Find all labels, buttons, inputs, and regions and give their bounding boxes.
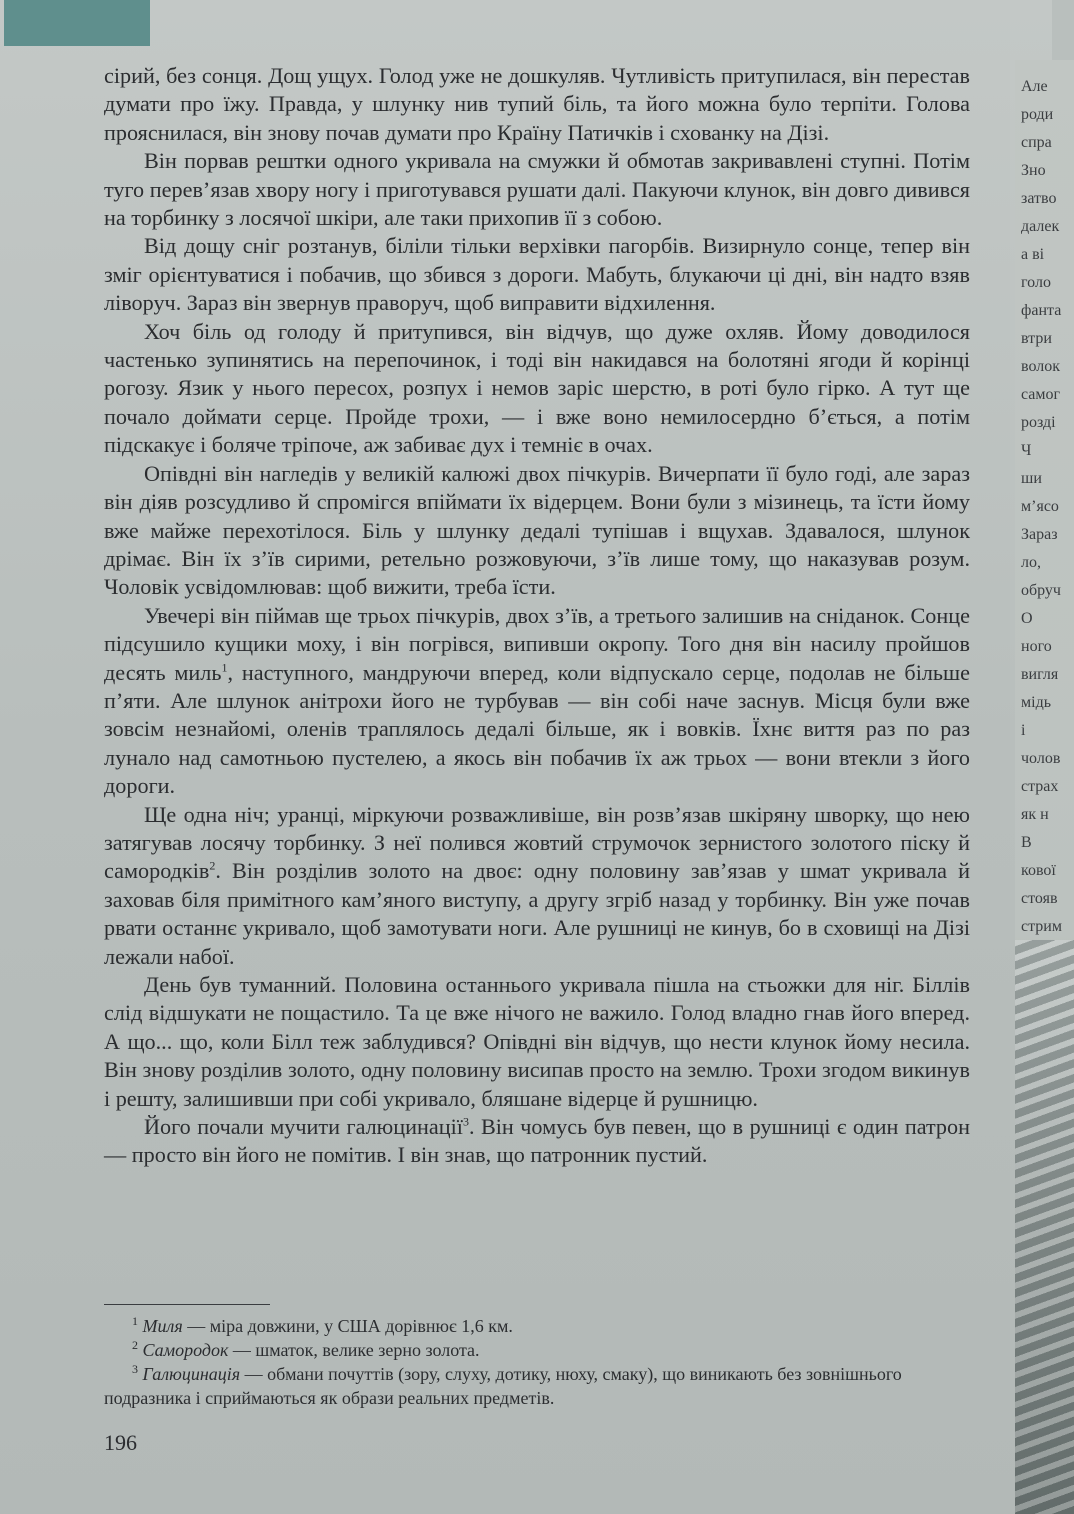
margin-fragment: Зно: [1021, 162, 1046, 179]
margin-fragment: ного: [1021, 638, 1052, 655]
adjacent-page-edge: [1015, 60, 1074, 1514]
margin-fragment: чолов: [1021, 750, 1061, 767]
footnote-1-number: 1: [132, 1314, 138, 1328]
margin-fragment: стрим: [1021, 918, 1062, 935]
margin-fragment: Але: [1021, 78, 1048, 95]
footnote-2-term: Самородок: [142, 1340, 229, 1360]
footnotes: [104, 1314, 970, 1410]
margin-fragment: розді: [1021, 414, 1056, 431]
margin-fragment: ло,: [1021, 554, 1041, 571]
margin-fragment: і: [1021, 722, 1026, 739]
page-number: 196: [104, 1430, 137, 1455]
footnote-3-definition: — обмани почуттів (зору, слуху, дотику, нюху, смаку), що виникають без зовнішнього подразника і сприймаються як образи реальних предметів.: [104, 1364, 902, 1408]
footnote-1-term: Миля: [142, 1316, 183, 1336]
margin-fragment: а ві: [1021, 246, 1045, 263]
paragraph-7-part-1: Ще одна ніч; уранці, міркуючи розважливіше, він розв’язав шкіряну шворку, що нею затягував лосячу торбинку. З неї полився жовтий струмочок зернистого золотого піску й самородків: [104, 801, 970, 884]
margin-fragment: самог: [1021, 386, 1061, 403]
paragraph-9-part-1: Його почали мучити галюцинації: [144, 1114, 463, 1140]
paragraph-9-part-2: . Він чомусь був певен, що в рушниці є один патрон — просто він його не помітив. І він знав, що патронник пустий.: [104, 1114, 970, 1168]
paragraph-4: Хоч біль од голоду й притупився, він відчув, що дуже охляв. Йому доводилося частенько зупинятись на перепочинок, і тоді він накидався на болотяні ягоди й корінці рогозу. Язик у нього пересох, розпух і немов заріс шерстю, в роті було гірко. А тут ще почало доймати серце. Пройде трохи, — і вже воно немилосердно б’ється, а потім підскакує і боляче тріпоче, аж забиває дух і темніє в очах.: [104, 318, 970, 458]
margin-fragment: вигля: [1021, 666, 1059, 683]
paragraph-1: сірий, без сонця. Дощ ущух. Голод уже не дошкуляв. Чутливість притупилася, він перестав думати про їжу. Правда, у шлунку нив тупий біль, та його можна було терпіти. Голова прояснилася, він знову почав думати про Країну Патичків і схованку на Дізі.: [104, 63, 970, 145]
main-text: [104, 62, 970, 1170]
footnote-1-definition: — міра довжини, у США дорівнює 1,6 км.: [182, 1316, 513, 1336]
margin-fragment: В: [1021, 834, 1032, 851]
margin-fragment: стояв: [1021, 890, 1058, 907]
margin-fragment: спра: [1021, 134, 1052, 151]
footnote-2-number: 2: [132, 1338, 138, 1352]
paragraph-8: День був туманний. Половина останнього укривала пішла на стьожки для ніг. Біллів слід відшукати не пощастило. Та це вже нічого не важило. Голод владно гнав його вперед. А що... що, коли Білл теж заблудився? Опівдні він відчув, що нести клунок йому несила. Він знову розділив золото, одну половину висипав просто на землю. Трохи згодом викинув і решту, залишивши при собі укривало, бляшане відерце й рушницю.: [104, 972, 970, 1111]
margin-fragment: далек: [1021, 218, 1060, 235]
paragraph-6-part-1: Увечері він піймав ще трьох пічкурів, двох з’їв, а третього залишив на сніданок. Сонце підсушило кущики моху, і він погрівся, випивши окропу. Того дня він насилу пройшов десять миль: [104, 602, 970, 685]
footnote-ref-2: 2: [209, 858, 216, 873]
margin-fragment: обруч: [1021, 582, 1061, 599]
footnote-3-number: 3: [132, 1362, 138, 1376]
paragraph-7-part-2: . Він розділив золото на двоє: одну половину зав’язав у шмат укривала й заховав біля примітного кам’яного виступу, а другу згріб назад у торбинку. Він уже почав рвати останнє укривало, щоб замотувати ноги. Але рушниці не кинув, бо в сховищі на Дізі лежали набої.: [104, 858, 970, 969]
footnote-3: [104, 1362, 970, 1410]
margin-fragment: голо: [1021, 274, 1051, 291]
corner-color-block: [4, 0, 150, 46]
footnote-1: [104, 1314, 970, 1338]
margin-fragment: мідь: [1021, 694, 1052, 711]
paragraph-9: [104, 1113, 970, 1170]
margin-fragment: Ч: [1021, 442, 1032, 459]
margin-fragment: фанта: [1021, 302, 1062, 319]
margin-fragment: роди: [1021, 106, 1054, 123]
paragraph-5: Опівдні він нагледів у великій калюжі двох пічкурів. Вичерпати її було годі, але зараз він діяв розсудливо й спромігся впіймати їх відерцем. Вони були з мізинець, та їсти йому вже майже перехотілося. Біль у шлунку дедалі тупішав і вщухав. Здавалося, шлунок дрімає. Він їх з’їв сирими, ретельно розжовуючи, з’їв лише тому, що наказував розум. Чоловік усвідомлював: щоб вижити, треба їсти.: [104, 460, 970, 600]
footnote-ref-1: 1: [221, 660, 228, 675]
margin-fragment: як н: [1021, 806, 1049, 823]
paragraph-7: [104, 801, 970, 971]
footnote-divider: [104, 1304, 270, 1305]
margin-fragment: Зараз: [1021, 526, 1058, 543]
adjacent-page-illustration: [1015, 940, 1074, 1514]
margin-fragment: волок: [1021, 358, 1060, 375]
footnote-2: [104, 1338, 970, 1362]
footnote-3-term: Галюцинація: [142, 1364, 241, 1384]
paragraph-6: [104, 602, 970, 801]
margin-fragment: м’ясо: [1021, 498, 1059, 515]
margin-fragment: страх: [1021, 778, 1059, 795]
margin-fragment: затво: [1021, 190, 1057, 207]
footnote-2-definition: — шматок, велике зерно золота.: [228, 1340, 480, 1360]
paragraph-6-part-2: , наступного, мандруючи вперед, коли відпускало серце, подолав не більше п’яти. Але шлунок анітрохи його не турбував — він собі наче заснув. Місця були вже зовсім незнайомі, оленів траплялось дедалі більше, як і вовків. Їхнє виття раз по раз лунало над самотньою пустелею, а якось він побачив їх аж трьох — вони втекли з його дороги.: [104, 659, 970, 799]
footnote-ref-3: 3: [462, 1114, 469, 1129]
margin-fragment: ши: [1021, 470, 1042, 487]
paragraph-3: Від дощу сніг розтанув, біліли тільки верхівки пагорбів. Визирнуло сонце, тепер він зміг орієнтуватися і побачив, що збився з дороги. Мабуть, блукаючи ці дні, він надто взяв ліворуч. Зараз він звернув праворуч, щоб виправити відхилення.: [104, 233, 970, 316]
margin-fragment: втри: [1021, 330, 1052, 347]
paragraph-2: Він порвав рештки одного укривала на смужки й обмотав закривавлені ступні. Потім туго перев’язав хвору ногу і приготувався рушати далі. Пакуючи клунок, він довго дивився на торбинку з лосячої шкіри, але таки прихопив її з собою.: [104, 148, 970, 231]
margin-fragment: О: [1021, 610, 1033, 627]
margin-fragment: кової: [1021, 862, 1056, 879]
